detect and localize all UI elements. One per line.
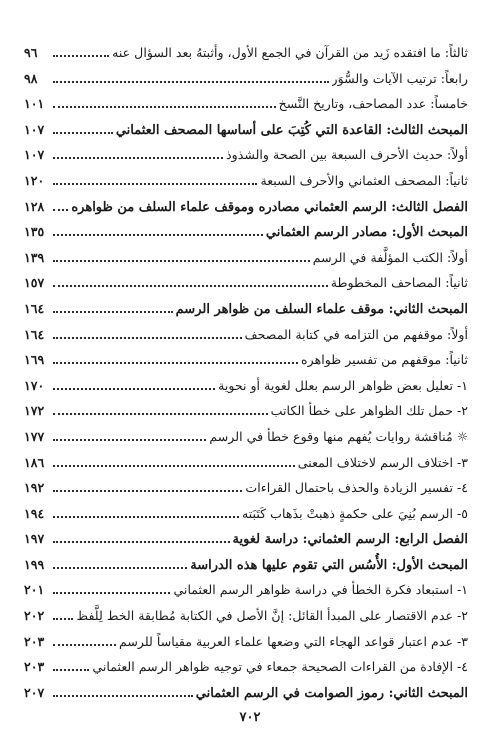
toc-entry-title: الفصل الرابع: الرسم العثماني: دراسة لغوية bbox=[232, 532, 468, 548]
toc-entry-title: المبحث الثاني: رموز الصوامت في الرسم العثماني bbox=[195, 685, 468, 701]
dot-leader bbox=[53, 337, 242, 339]
dot-leader bbox=[53, 465, 295, 467]
toc-entry-page-number: ٢٠٣ bbox=[24, 633, 45, 649]
toc-entry-title: ١- تعليل بعض ظواهر الرسم بعلل لغوية أو نحوية bbox=[218, 377, 468, 393]
dot-leader bbox=[53, 439, 206, 441]
toc-entry-title: ثالثاً: ما افتقده زَيد من القرآن في الجمع الأول، وأثبتهُ بعد السؤال عنه bbox=[112, 45, 468, 60]
toc-entry-page-number: ١٦٩ bbox=[24, 352, 45, 368]
dot-leader bbox=[53, 592, 170, 594]
toc-entry-title: أولاً: حديث الأحرف السبعة بين الصحة والشذوذ bbox=[226, 147, 468, 163]
dot-leader bbox=[53, 695, 193, 697]
toc-entry-title: المبحث الثاني: موقف علماء السلف من ظواهر الرسم bbox=[175, 301, 468, 317]
toc-entry-row bbox=[24, 450, 468, 476]
toc-heading-row bbox=[24, 219, 468, 245]
toc-entry-page-number: ١٠٧ bbox=[24, 147, 45, 163]
dot-leader bbox=[53, 157, 223, 159]
toc-entry-title: ٢- حمل تلك الظواهر على خطأ الكاتب bbox=[270, 403, 468, 419]
dot-leader bbox=[53, 209, 68, 211]
toc-entry-title: الفصل الثالث: الرسم العثماني مصادره وموقف علماء السلف من ظواهره bbox=[71, 199, 468, 215]
toc-entry-page-number: ١٢٠ bbox=[24, 172, 45, 188]
dot-leader bbox=[53, 618, 73, 620]
toc-entry-row bbox=[24, 398, 468, 424]
toc-entry-row bbox=[24, 603, 468, 629]
toc-entry-title: ٢- عدم الاقتصار على المبدأ القائل: إنَّ الأصل في الكتابة مُطابقة الخط لِلَّفظ bbox=[76, 608, 468, 624]
toc-entry-row bbox=[24, 629, 468, 655]
toc-entry-page-number: ١٥٧ bbox=[24, 275, 45, 291]
toc-entry-title: ١- استبعاد فكرة الخطأ في دراسة ظواهر الرسم العثماني bbox=[173, 582, 468, 598]
toc-entry-page-number: ٢٠٧ bbox=[24, 684, 45, 700]
dot-leader bbox=[53, 516, 239, 518]
toc-entry-title: المبحث الثالث: القاعدة التي كُتِبَ على أساسها المصحف العثماني bbox=[115, 122, 468, 138]
toc-entry-page-number: ١٠٧ bbox=[24, 121, 45, 137]
toc-heading-row bbox=[24, 552, 468, 578]
dot-leader bbox=[53, 388, 215, 390]
toc-entry-title: ثانياً: المصحف العثماني والأحرف السبعة bbox=[260, 172, 468, 188]
toc-heading-row bbox=[24, 526, 468, 552]
toc-entry-row bbox=[24, 373, 468, 399]
toc-entry-title: ٥- الرسم بُنِيَ على حكمةٍ ذهبتْ بذَهاب كَتَبَته bbox=[241, 505, 468, 521]
dot-leader bbox=[53, 413, 268, 415]
toc-entry-title: أولاً: موقفهم من التزامه في كتابة المصحف bbox=[244, 326, 468, 342]
toc-entry-page-number: ١٨٦ bbox=[24, 454, 45, 470]
dot-leader bbox=[53, 55, 109, 57]
dot-leader bbox=[53, 490, 242, 492]
dot-leader bbox=[53, 567, 187, 569]
dot-leader bbox=[53, 234, 263, 236]
toc-entry-page-number: ١٧٧ bbox=[24, 428, 45, 444]
toc-entry-title: ثانياً: موقفهم من تفسير ظواهره bbox=[301, 352, 468, 368]
dot-leader bbox=[53, 285, 328, 287]
dot-leader bbox=[53, 183, 257, 185]
toc-entry-row bbox=[24, 245, 468, 271]
toc-entry-row bbox=[24, 168, 468, 194]
dot-leader bbox=[53, 644, 116, 646]
page-number: ٧٠٢ bbox=[239, 710, 261, 725]
table-of-contents bbox=[24, 40, 468, 705]
dot-leader bbox=[53, 669, 89, 671]
toc-entry-page-number: ٢٠٢ bbox=[24, 608, 45, 624]
dot-leader bbox=[53, 81, 329, 83]
toc-entry-row bbox=[24, 270, 468, 296]
dot-leader bbox=[53, 541, 230, 543]
toc-entry-title: ☼ مُناقشة روايات يُفهم منها وقوع خطأ في الرسم bbox=[209, 428, 468, 444]
dot-leader bbox=[53, 106, 276, 108]
toc-entry-title: ٤- الإفادة من القراءات الصحيحة جمعاء في توجيه ظواهر الرسم العثماني bbox=[92, 659, 468, 675]
toc-entry-page-number: ١٩٤ bbox=[24, 505, 45, 521]
toc-heading-row bbox=[24, 194, 468, 220]
toc-entry-row bbox=[24, 142, 468, 168]
toc-entry-page-number: ١٣٥ bbox=[24, 224, 45, 240]
dot-leader bbox=[53, 260, 310, 262]
toc-entry-page-number: ١٧٠ bbox=[24, 377, 45, 393]
toc-entry-page-number: ١٠١ bbox=[24, 96, 45, 112]
toc-entry-row bbox=[24, 654, 468, 680]
toc-entry-title: ٣- اختلاف الرسم لاختلاف المعنى bbox=[297, 454, 468, 470]
toc-entry-page-number: ١٧٢ bbox=[24, 403, 45, 419]
toc-entry-title: ثانياً: المصاحف المخطوطة bbox=[330, 275, 468, 291]
toc-entry-title: رابعاً: ترتيب الآيات والسُّوَر bbox=[331, 70, 468, 86]
toc-entry-title: المبحث الأول: الأُسُس التي تقوم عليها هذه الدراسة bbox=[190, 557, 468, 573]
toc-entry-title: المبحث الأول: مصادر الرسم العثماني bbox=[265, 225, 468, 241]
toc-entry-page-number: ٩٦ bbox=[24, 45, 38, 60]
toc-heading-row bbox=[24, 680, 468, 706]
toc-entry-page-number: ١٦٤ bbox=[24, 326, 45, 342]
toc-entry-page-number: ١٩٩ bbox=[24, 556, 45, 572]
toc-entry-row bbox=[24, 577, 468, 603]
dot-leader bbox=[53, 311, 173, 313]
toc-entry-page-number: ٢٠١ bbox=[24, 582, 45, 598]
toc-entry-page-number: ١٩٢ bbox=[24, 480, 45, 496]
toc-entry-page-number: ١٩٧ bbox=[24, 531, 45, 547]
dot-leader bbox=[53, 132, 113, 134]
toc-entry-row bbox=[24, 322, 468, 348]
toc-entry-row bbox=[24, 424, 468, 450]
toc-entry-page-number: ١٣٩ bbox=[24, 249, 45, 265]
toc-entry-row bbox=[24, 91, 468, 117]
toc-entry-row bbox=[24, 40, 468, 66]
dot-leader bbox=[53, 362, 298, 364]
toc-heading-row bbox=[24, 117, 468, 143]
toc-heading-row bbox=[24, 296, 468, 322]
toc-entry-page-number: ٩٨ bbox=[24, 70, 38, 86]
toc-entry-page-number: ٢٠٣ bbox=[24, 659, 45, 675]
toc-entry-title: أولاً: الكتب المؤلَّفة في الرسم bbox=[312, 249, 468, 265]
toc-entry-page-number: ١٦٤ bbox=[24, 300, 45, 316]
toc-entry-page-number: ١٢٨ bbox=[24, 198, 45, 214]
toc-entry-row bbox=[24, 347, 468, 373]
toc-entry-title: ٣- عدم اعتبار قواعد الهجاء التي وضعها علماء العربية مقياساً للرسم bbox=[119, 633, 468, 649]
toc-entry-title: خامساً: عدد المصاحف، وتاريخ النَّسخ bbox=[278, 96, 468, 112]
toc-entry-title: ٤- تفسير الزيادة والحذف باحتمال القراءات bbox=[245, 480, 468, 496]
toc-entry-row bbox=[24, 66, 468, 92]
toc-entry-row bbox=[24, 475, 468, 501]
toc-entry-row bbox=[24, 501, 468, 527]
